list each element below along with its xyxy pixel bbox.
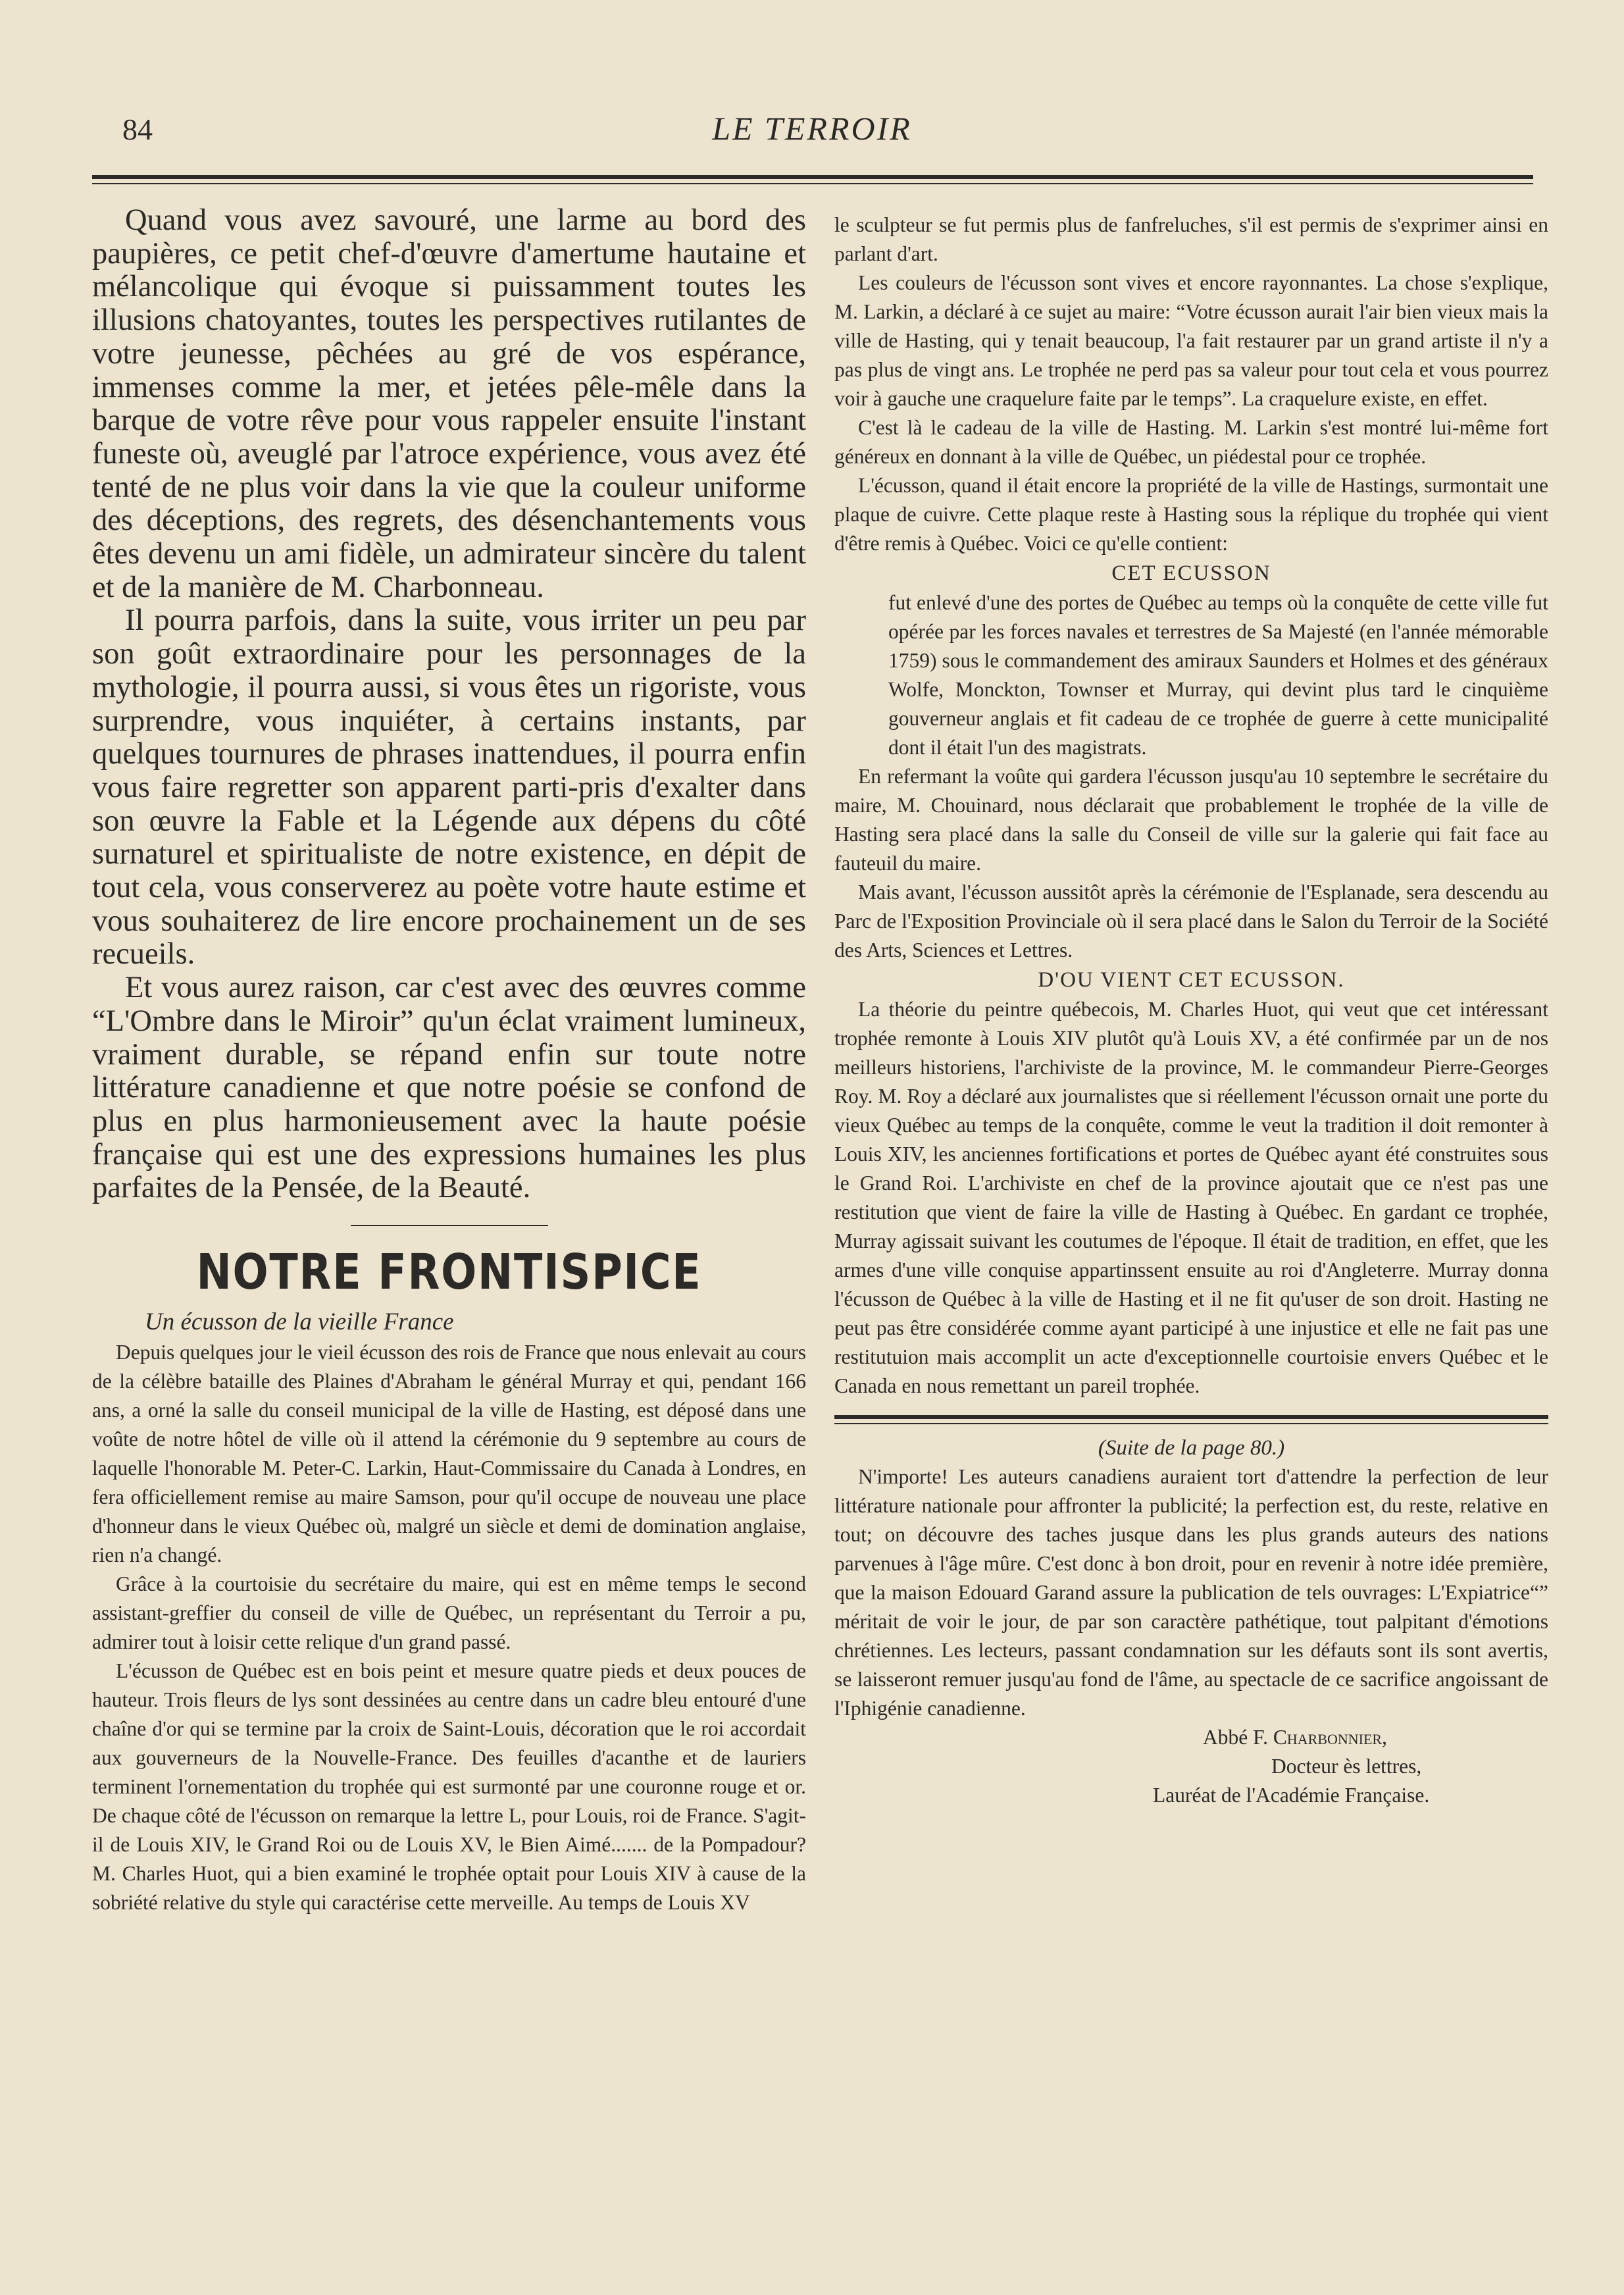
paragraph: C'est là le cadeau de la ville de Hasting. M. Larkin s'est montré lui-même fort généreux en donnant à la ville de Québec, un piédestal pour ce trophée. <box>834 416 1548 468</box>
plaque-text: fut enlevé d'une des portes de Québec au temps où la conquête de cette ville fut opérée par les forces navales et terrestres de Sa Majesté (en l'année mémorable 1759) sous le commandement des amiraux Saunders et Holmes et des généraux Wolfe, Monckton, Townser et Murray, qui devint plus tard le cinquième gouverneur anglais et fit cadeau de ce trophée de guerre à cette municipalité dont il était l'un des magistrats. <box>888 591 1548 759</box>
page-number: 84 <box>122 113 153 146</box>
paragraph: L'écusson de Québec est en bois peint et mesure quatre pieds et deux pouces de hauteur. Trois fleurs de lys sont dessinées au centre dans un cadre bleu entouré d'une chaîne d'or qui se termine par la croix de Saint-Louis, décoration que le roi accordait aux gouverneurs de la Nouvelle-France. Des feuilles d'acanthe et de lauriers terminent l'ornementation du trophée qui est surmonté par une couronne rouge et or. De chaque côté de l'écusson on remarque la lettre L, pour Louis, roi de France. S'agit-il de Louis XIV, le Grand Roi ou de Louis XV, le Bien Aimé....... de la Pompadour? M. Charles Huot, qui a bien examiné le trophée optait pour Louis XIV à cause de la sobriété relative du style qui caractérise cette merveille. Au temps de Louis XV <box>92 1659 806 1915</box>
paragraph: Les couleurs de l'écusson sont vives et encore rayonnantes. La chose s'explique, M. Larkin, a déclaré à ce sujet au maire: “Votre écusson aurait l'air bien vieux mais la ville de Hasting, qui y tenait beaucoup, l'a fait restaurer par un grand artiste il n'y a pas plus de vingt ans. Le trophée ne perd pas sa valeur pour tout cela et vous pourrez voir à gauche une craquelure faite par le temps”. La craquelure existe, en effet. <box>834 271 1548 410</box>
signature-prefix: Abbé F. <box>1203 1726 1268 1749</box>
paragraph: La théorie du peintre québecois, M. Charles Huot, qui veut que cet intéressant trophée remonte à Louis XIV plutôt qu'à Louis XV, a été confirmée par un de nos meilleurs historiens, l'archiviste de la province, M. le commandeur Pierre-Georges Roy. M. Roy a déclaré aux journalistes que si réellement l'écusson ornait une porte du vieux Québec au temps de la conquête, comme le veut la tradition il doit remonter à Louis XIV, les anciennes fortifications et portes de Québec ayant été construites sous le Grand Roi. L'archiviste en chef de la province ajoutait que ce n'est pas une restitution que vient de faire la ville de Hasting à Québec. En gardant ce trophée, Murray agissait suivant les coutumes de l'époque. Il était de tradition, en effet, que les armes d'une ville conquise appartinssent ensuite au roi d'Angleterre. Murray donna l'écusson de Québec à la ville de Hasting et il ne fit qu'user de son droit. Hasting ne peut pas être considérée comme ayant participé à une injustice et elle ne fait pas une restitutuion mais accomplit un acte d'exceptionnelle courtoisie envers Québec et le Canada en nous remettant un pareil trophée. <box>834 998 1548 1397</box>
signature-title: Docteur ès lettres, <box>1271 1755 1422 1778</box>
section-rule-thick <box>834 1415 1548 1419</box>
paragraph: Mais avant, l'écusson aussitôt après la cérémonie de l'Esplanade, sera descendu au Parc de l'Exposition Provinciale où il sera placé dans le Salon du Terroir de la Société des Arts, Sciences et Lettres. <box>834 881 1548 962</box>
paragraph: Il pourra parfois, dans la suite, vous irriter un peu par son goût extraordinaire pour les personnages de la mythologie, il pourra aussi, si vous êtes un rigoriste, vous surprendre, vous inquiéter, à certains instants, par quelques tournures de phrases inattendues, il pourra enfin vous faire regretter son apparent parti-pris d'exalter dans son œuvre la Fable et la Légende aux dépens du côté surnaturel et spiritualiste de notre existence, en dépit de tout cela, vous conserverez au poète votre haute estime et vous souhaiterez de lire encore prochainement un de ses recueils. <box>92 604 806 971</box>
paragraph: N'importe! Les auteurs canadiens auraient tort d'attendre la perfection de leur littérature nationale pour affronter la publicité; la perfection est, du reste, relative en tout; on découvre des taches jusque dans les plus grands auteurs des nations parvenues à l'âge mûre. C'est donc à bon droit, pour en revenir à notre idée première, que la maison Edouard Garand assure la publication de tels ouvrages: L'Expiatrice“” méritait de voir le jour, de par son caractère pathétique, tout palpitant d'émotions chrétiennes. Les lecteurs, passant condamnation sur les défauts sont ils sont avertis, se laisseront remuer jusqu'au fond de l'âme, au spectacle de ce sacrifice angoissant de l'Iphigénie canadienne. <box>834 1465 1548 1720</box>
left-column <box>92 204 806 1917</box>
paragraph: En refermant la voûte qui gardera l'écusson jusqu'au 10 septembre le secrétaire du maire, M. Chouinard, nous déclarait que probablement le trophée de la ville de Hasting sera placé dans la salle du Conseil de ville sur la galerie qui fait face au fauteuil du maire. <box>834 765 1548 875</box>
header-rule-thick <box>92 175 1533 179</box>
paragraph: Quand vous avez savouré, une larme au bord des paupières, ce petit chef-d'œuvre d'amertume hautaine et mélancolique qui évoque si puissamment toutes les illusions chatoyantes, toutes les perspectives rutilantes de votre jeunesse, pêchées au gré de vos espérance, immenses comme la mer, et jetées pêle-mêle dans la barque de votre rêve pour vous rappeler ensuite l'instant funeste où, aveuglé par l'atroce expérience, vous avez été tenté de ne plus voir dans la vie que la couleur uniforme des déceptions, des regrets, des désenchantements vous êtes devenu un ami fidèle, un admirateur sincère du talent et de la manière de M. Charbonneau. <box>92 203 806 604</box>
article-title: NOTRE FRONTISPICE <box>196 1244 702 1301</box>
continuation-text: le sculpteur se fut permis plus de fanfreluches, s'il est permis de s'exprimer ainsi en parlant d'art. <box>834 213 1548 265</box>
article-body <box>92 1338 806 1917</box>
intro-text <box>92 204 806 1205</box>
paragraph: Depuis quelques jour le vieil écusson des rois de France que nous enlevait au cours de la célèbre bataille des Plaines d'Abraham le général Murray et qui, pendant 166 ans, a orné la salle du conseil municipal de la ville de Hasting, est déposé dans une voûte de notre hôtel de ville où il attend la cérémonie du 9 septembre au cours de laquelle l'honorable M. Peter-C. Larkin, Haut-Commissaire du Canada à Londres, en fera officiellement remise au maire Samson, pour qu'il occupe de nouveau une place d'honneur dans le vieux Québec où, malgré un siècle et demi de domination anglaise, rien n'a changé. <box>92 1341 806 1567</box>
right-column <box>834 211 1548 1810</box>
section-divider <box>351 1225 548 1226</box>
signature-honour: Lauréat de l'Académie Française. <box>1153 1784 1430 1807</box>
plaque-inscription <box>888 588 1548 762</box>
section-heading: D'OU VIENT CET ECUSSON. <box>1038 968 1345 992</box>
signature-name: Charbonnier, <box>1273 1726 1387 1749</box>
signature <box>1203 1723 1548 1752</box>
article-subtitle: Un écusson de la vieille France <box>145 1308 454 1336</box>
suite-heading: (Suite de la page 80.) <box>1098 1436 1285 1460</box>
header-rule-thin <box>92 183 1533 184</box>
plaque-heading: CET ECUSSON <box>1111 561 1271 585</box>
paragraph: L'écusson, quand il était encore la propriété de la ville de Hastings, surmontait une plaque de cuivre. Cette plaque reste à Hasting sous la réplique du trophée qui vient d'être remis à Québec. Voici ce qu'elle contient: <box>834 474 1548 555</box>
section-rule-thin <box>834 1423 1548 1424</box>
paragraph: Grâce à la courtoisie du secrétaire du maire, qui est en même temps le second assistant-greffier du conseil de ville de Québec, un représentant du Terroir a pu, admirer tout à loisir cette relique d'un grand passé. <box>92 1572 806 1654</box>
running-title: LE TERROIR <box>712 110 912 147</box>
paragraph: Et vous aurez raison, car c'est avec des œuvres comme “L'Ombre dans le Miroir” qu'un éclat vraiment lumineux, vraiment durable, se répand enfin sur toute notre littérature canadienne et que notre poésie se confond de plus en plus harmonieusement avec la haute poésie française qui est une des expressions humaines les plus parfaites de la Pensée, de la Beauté. <box>92 971 806 1205</box>
